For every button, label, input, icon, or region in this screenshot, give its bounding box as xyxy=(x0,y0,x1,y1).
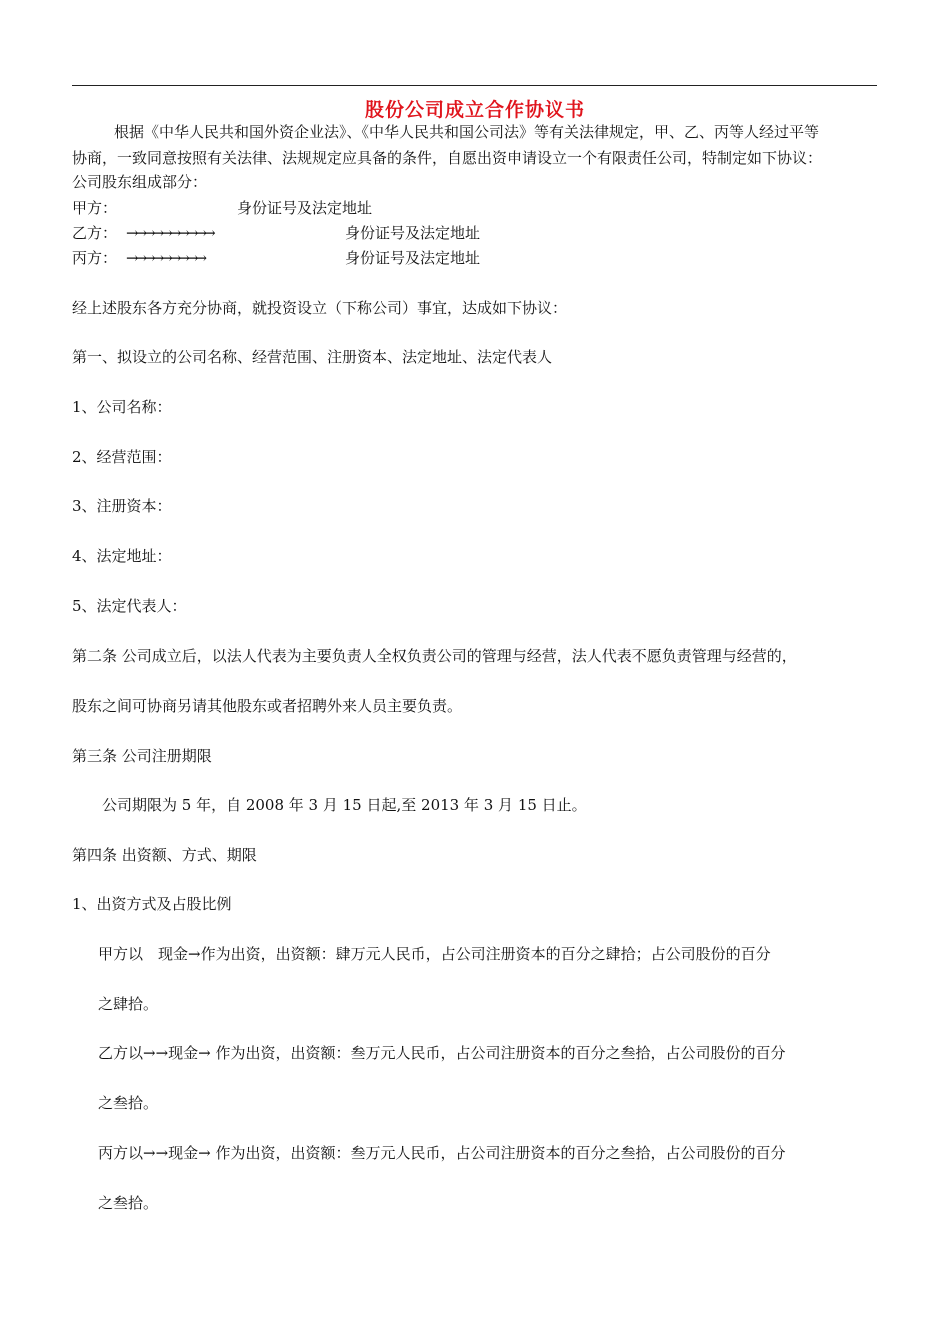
article-2-line-1: 第二条 公司成立后，以法人代表为主要负责人全权负责公司的管理与经营，法人代表不愿负责管理与经营的， xyxy=(72,647,797,665)
document-title: 股份公司成立合作协议书 xyxy=(364,99,585,121)
party-b-contribution-line-1: 乙方以→→现金→ 作为出资，出资额：叁万元人民币，占公司注册资本的百分之叁拾，占公司股份的百分 xyxy=(98,1044,786,1062)
party-b-id: 身份证号及法定地址 xyxy=(345,224,481,242)
item-legal-address: 4、法定地址： xyxy=(72,547,172,565)
article-1-heading: 第一、拟设立的公司名称、经营范围、注册资本、法定地址、法定代表人 xyxy=(72,348,553,366)
party-a-contribution-line-1: 甲方以 现金→作为出资，出资额：肆万元人民币，占公司注册资本的百分之肆拾；占公司股份的百分 xyxy=(98,945,771,963)
article-4-heading: 第四条 出资额、方式、期限 xyxy=(72,846,257,864)
party-c-label: 丙方： xyxy=(72,249,118,267)
item-business-scope: 2、经营范围： xyxy=(72,448,172,466)
intro-line-2: 协商，一致同意按照有关法律、法规规定应具备的条件，自愿出资申请设立一个有限责任公司，特制定如下协议： xyxy=(72,149,823,167)
item-company-name: 1、公司名称： xyxy=(72,398,172,416)
party-c-contribution-line-1: 丙方以→→现金→ 作为出资，出资额：叁万元人民币，占公司注册资本的百分之叁拾，占公司股份的百分 xyxy=(98,1144,786,1162)
header-rule xyxy=(72,85,877,86)
article-3-heading: 第三条 公司注册期限 xyxy=(72,747,212,765)
article-3-body: 公司期限为 5 年，自 2008 年 3 月 15 日起,至 2013 年 3 月 15 日止。 xyxy=(102,796,587,814)
party-b-label: 乙方： xyxy=(72,224,118,242)
item-registered-capital: 3、注册资本： xyxy=(72,497,172,515)
article-2-line-2: 股东之间可协商另请其他股东或者招聘外来人员主要负责。 xyxy=(72,697,463,715)
shareholders-heading: 公司股东组成部分： xyxy=(72,173,208,191)
party-c-arrows: →→→→→→→→→ xyxy=(126,249,204,267)
party-a-label: 甲方： xyxy=(72,199,118,217)
party-b-contribution-line-2: 之叁拾。 xyxy=(98,1094,159,1112)
intro-line-1: 根据《中华人民共和国外资企业法》、《中华人民共和国公司法》等有关法律规定，甲、乙、丙等人经过平等 xyxy=(114,123,820,141)
party-c-contribution-line-2: 之叁拾。 xyxy=(98,1194,159,1212)
party-a-id: 身份证号及法定地址 xyxy=(237,199,373,217)
party-b-arrows: →→→→→→→→→→ xyxy=(126,224,212,242)
agreement-lead: 经上述股东各方充分协商，就投资设立（下称公司）事宜，达成如下协议： xyxy=(72,299,568,317)
item-legal-representative: 5、法定代表人： xyxy=(72,597,187,615)
party-a-contribution-line-2: 之肆拾。 xyxy=(98,995,159,1013)
contribution-heading: 1、出资方式及占股比例 xyxy=(72,895,232,913)
party-c-id: 身份证号及法定地址 xyxy=(345,249,481,267)
